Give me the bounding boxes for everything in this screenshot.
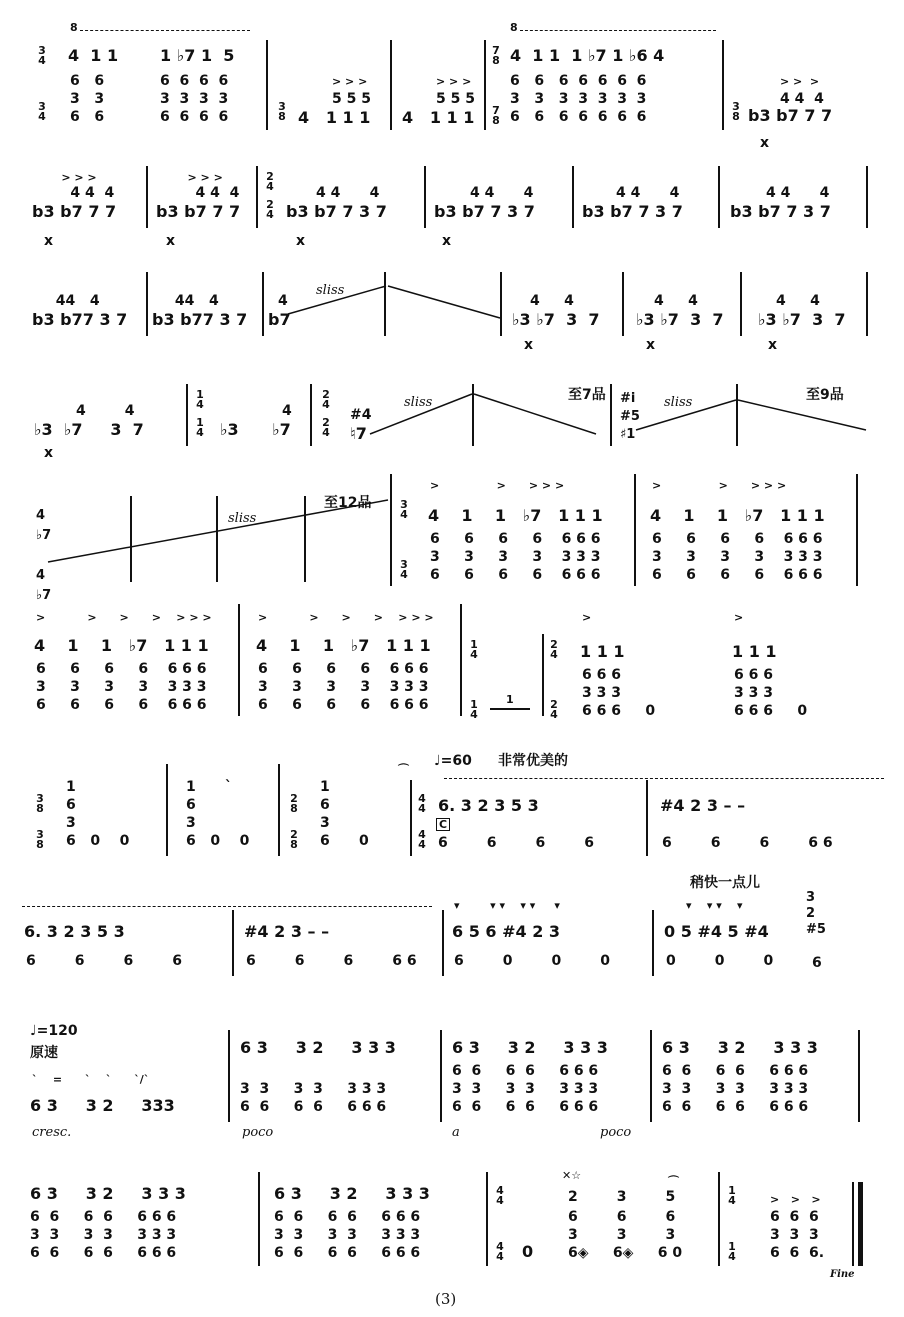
barline	[718, 1172, 720, 1266]
barline	[390, 40, 392, 130]
chord-row: 6 6 6 6	[438, 835, 594, 851]
accent-marks: >	[734, 611, 744, 624]
barline	[646, 780, 648, 856]
note-stack: 1	[66, 779, 76, 795]
measure: b3 b77 3 7	[32, 310, 128, 329]
note-stack: 6	[186, 797, 196, 813]
tempo-change: 稍快一点儿	[690, 875, 760, 891]
measure: b3 b77 3 7	[152, 310, 248, 329]
barline	[232, 910, 234, 976]
dashed-line	[22, 906, 432, 907]
note-group: 4 1 1 1	[298, 108, 371, 127]
chord-row: 6 6 6	[568, 1209, 676, 1225]
chord-row: 6 6 6 6 6 6 6	[510, 73, 647, 89]
barline	[228, 1030, 230, 1122]
note-group: 4 4	[654, 293, 698, 309]
chord-row: 3 3 3 3 3 3 3	[240, 1081, 387, 1097]
tempo-mark: ♩=120	[30, 1023, 78, 1039]
chord-row: 6 6 6	[582, 667, 621, 683]
time-signature: 2 4	[550, 638, 558, 661]
fret-label: 至7品	[568, 387, 606, 403]
time-signature: 3 4	[400, 558, 408, 581]
note-group: 4 1 1 ♭7 1 1 1	[428, 506, 603, 525]
barline	[866, 272, 868, 336]
note-group: b3 b7 7 7	[748, 106, 833, 125]
chord-row: 3 3 3 3 3 3 3	[452, 1081, 599, 1097]
barline	[238, 604, 240, 716]
barline	[856, 474, 858, 586]
mark-x: x	[442, 233, 452, 249]
note-stack: 1	[320, 779, 330, 795]
chord-row: 3 3	[70, 91, 105, 107]
barline	[442, 910, 444, 976]
note-group: 4	[282, 403, 292, 419]
note-group: 4 1 1	[68, 46, 119, 65]
chord-row: 3 3 3 3	[160, 91, 229, 107]
measure: b3 b7 7 7	[156, 202, 241, 221]
barline	[216, 496, 218, 582]
chord-row: 3 3 3	[770, 1227, 819, 1243]
time-signature: 1 4	[728, 1240, 736, 1263]
barline	[390, 474, 392, 586]
measure: b3 b7 7 3 7	[730, 202, 831, 221]
accent-marks: > > > > >	[652, 479, 787, 492]
chord-row: 6 6 6 6 6 6 6	[430, 531, 601, 547]
barline	[310, 384, 312, 446]
barline	[266, 40, 268, 130]
chord-stack: 4 ♭7 4 ♭7	[36, 508, 52, 603]
chord-row: 3 3 3 3 3 3 3	[662, 1081, 809, 1097]
chord-row: 0 0 0	[666, 953, 774, 969]
fine-label: Fine	[830, 1269, 855, 1280]
chord-row: 3 3 3 3 3 3 3	[258, 679, 429, 695]
barline	[650, 1030, 652, 1122]
chord-row: 3 3 3	[582, 685, 621, 701]
note-group: 1 ♭7 1 5	[160, 46, 235, 65]
chord-row: 6 6 6 6 6	[662, 835, 833, 851]
chord-row: 6 6 6 6 6 6 6	[652, 531, 823, 547]
chord-row: 3 3 3 3 3 3 3	[36, 679, 207, 695]
measure: 0 5 #4 5 #4	[664, 922, 769, 941]
barline	[440, 1030, 442, 1122]
articulation-marks: ▾ ▾ ▾ ▾ ▾ ▾	[454, 899, 560, 912]
accent-marks: >	[582, 611, 592, 624]
chord-row: 3 3 3	[568, 1227, 676, 1243]
note-group: 4 1 1 ♭7 1 1 1	[34, 636, 209, 655]
accent-marks: > > >	[176, 171, 223, 184]
note-stack: 6	[320, 797, 330, 813]
ottava-mark: 8	[510, 21, 518, 34]
chord-row: 6 6 6 6 6 6 6	[452, 1063, 599, 1079]
barline	[410, 780, 412, 856]
barline	[384, 272, 386, 336]
accent-marks: > > > > > > >	[36, 611, 212, 624]
chord-row: 6 6	[70, 109, 105, 125]
dashed-line	[444, 778, 884, 779]
chord-row: 3 3 3	[734, 685, 773, 701]
fermata-icon: ⌒	[668, 1175, 679, 1188]
note-stack: 3	[320, 815, 330, 831]
chord-stack: 3 2 #5	[806, 890, 826, 937]
measure: b3 b7 7 3 7	[286, 202, 387, 221]
measure: #4 2 3 – –	[244, 922, 330, 941]
chord-row: 6 6 6 6 6 6 6	[662, 1099, 809, 1115]
barline	[858, 1030, 860, 1122]
accent-marks: > > >	[332, 75, 368, 88]
barline	[486, 1172, 488, 1266]
chord-row: 6◈ 6◈ 6 0	[568, 1245, 683, 1261]
rest: 0	[522, 1242, 534, 1261]
chord-row: 6 6 6 6 6 6 6	[36, 697, 207, 713]
time-signature: 1 4	[196, 388, 204, 411]
note-group: 4 1 1 1	[402, 108, 475, 127]
multirest-bar	[490, 708, 530, 710]
chord-row: 6 6 6 6 6 6 6	[258, 661, 429, 677]
chord-row: 6 6 6 6 6 6 6	[240, 1099, 387, 1115]
chord-row: 6 6 6 6	[26, 953, 182, 969]
note: 6	[812, 955, 822, 971]
note-group: 4 4	[776, 293, 820, 309]
gliss-label: sliss	[316, 283, 345, 298]
time-signature: 1 4	[728, 1184, 736, 1207]
chord-row: 6 6 6 6 6 6 6	[36, 661, 207, 677]
measure: ♭3 ♭7 3 7	[758, 310, 846, 329]
note-group: 1 1 1	[732, 642, 777, 661]
note-group: 4 4 4	[46, 185, 115, 201]
note-group: 4 4 4	[316, 185, 380, 201]
note-group: 6 3 3 2 3 3 3	[662, 1038, 818, 1057]
barline	[652, 910, 654, 976]
page-number: (3)	[435, 1290, 457, 1308]
barline	[542, 634, 544, 716]
chord-row: 6 6 6 6	[160, 73, 229, 89]
measure: b3 b7 7 3 7	[434, 202, 535, 221]
measure: 6. 3 2 3 5 3	[438, 796, 539, 815]
chord-row: 6 6 6 0	[734, 703, 808, 719]
chord-row: 3 3 3 3 3 3 3	[30, 1227, 177, 1243]
time-signature: 2 4	[322, 416, 330, 439]
barline	[722, 40, 724, 130]
final-barline-thick	[858, 1182, 863, 1266]
accent-marks: > > >	[780, 75, 820, 88]
time-signature: 7 8	[492, 44, 500, 67]
measure: ♭3 ♭7 3 7	[512, 310, 600, 329]
note-group: 1 1 1	[580, 642, 625, 661]
measure: 6 5 6 #4 2 3	[452, 922, 561, 941]
time-signature: 3 8	[36, 828, 44, 851]
chord-row: 6 6	[70, 73, 105, 89]
barline	[500, 272, 502, 336]
time-signature: 3 4	[38, 100, 46, 123]
dynamic: poco	[242, 1125, 274, 1140]
measure: ♭3 ♭7	[220, 420, 291, 439]
note-group: 4 1 1 ♭7 1 1 1	[256, 636, 431, 655]
barline	[256, 166, 258, 228]
barline	[262, 272, 264, 336]
chord-row: 6 6 6 6 6 6 6	[258, 697, 429, 713]
note-group: 5 5 5	[436, 91, 475, 107]
gliss-label: sliss	[228, 511, 257, 526]
chord-stack: #i #5 ♯1	[620, 391, 640, 442]
note-group: 4 1 1 ♭7 1 1 1	[650, 506, 825, 525]
accent-marks: > > > > > > >	[258, 611, 434, 624]
note-group: 4 4	[530, 293, 574, 309]
accent-marks: > > >	[46, 171, 97, 184]
fret-label: 至9品	[806, 387, 844, 403]
chord-row: 3 3 3 3 3 3 3	[274, 1227, 421, 1243]
chord-row: 6 6 6 0	[582, 703, 656, 719]
accent-marks: > > >	[436, 75, 472, 88]
note-stack: 6	[66, 797, 76, 813]
time-signature: 3 8	[732, 100, 740, 123]
time-signature: 1 4	[470, 638, 478, 661]
note-group: 4 4 4	[176, 185, 240, 201]
mark-x: x	[646, 337, 656, 353]
note-group: 6 3 3 2 3 3 3	[452, 1038, 608, 1057]
note-group: 6 3 3 2 3 3 3	[30, 1184, 186, 1203]
note-stack: 2 3 5	[568, 1189, 676, 1205]
note-group: 6 3 3 2 3 3 3	[240, 1038, 396, 1057]
note-group: 4 4	[76, 403, 135, 419]
time-signature: 3 4	[400, 498, 408, 521]
ottava-line	[80, 30, 250, 31]
chord-row: 6 0 0 0	[454, 953, 610, 969]
barline	[718, 166, 720, 228]
measure: b3 b7 7 3 7	[582, 202, 683, 221]
barline	[146, 272, 148, 336]
note-group: 4 4 4	[780, 91, 824, 107]
note-group: 4 4 4	[616, 185, 680, 201]
chord-row: 6 6 6.	[770, 1245, 825, 1261]
time-signature: 4 4	[496, 1240, 504, 1263]
articulation-marks: ▾ ▾ ▾ ▾	[686, 899, 743, 912]
time-signature: 3 8	[36, 792, 44, 815]
chord-row: 3 3 3 3 3 3 3	[510, 91, 647, 107]
final-barline-thin	[852, 1182, 854, 1266]
chord-row: 3 3 3 3 3 3 3	[430, 549, 601, 565]
barline	[736, 384, 738, 446]
chord-row: 6 6 6 6 6 6 6	[30, 1209, 177, 1225]
barline	[424, 166, 426, 228]
barline	[304, 496, 306, 582]
ottava-mark: 8	[70, 21, 78, 34]
barline	[572, 166, 574, 228]
tempo-mark: ♩=60	[434, 753, 472, 769]
dynamic: cresc.	[32, 1125, 72, 1140]
chord-row: 6 6 6 6 6 6 6	[510, 109, 647, 125]
chord-row: 3 3 3 3 3 3 3	[652, 549, 823, 565]
rehearsal-mark: C	[436, 818, 450, 831]
time-signature: 2 8	[290, 828, 298, 851]
note-stack: 1 `	[186, 779, 232, 795]
articulation-marks: ` = ` ` `/`	[32, 1073, 150, 1086]
measure: #4 2 3 – –	[660, 796, 746, 815]
mark-x: x	[44, 233, 54, 249]
accent-marks: > > > > >	[430, 479, 565, 492]
note-group: 4 4 4	[766, 185, 830, 201]
ottava-line	[520, 30, 716, 31]
barline	[186, 384, 188, 446]
chord-row: 6 6 6	[770, 1209, 819, 1225]
chord-row: 6 6 6 6 6 6 6	[274, 1245, 421, 1261]
measure: 6. 3 2 3 5 3	[24, 922, 125, 941]
time-signature: 2 4	[322, 388, 330, 411]
measure: b3 b7 7 7	[32, 202, 117, 221]
time-signature: 1 4	[196, 416, 204, 439]
chord-row: 6 6 6 6 6 6 6	[652, 567, 823, 583]
multirest-number: 1	[506, 693, 514, 706]
chord-row: 6 6 6	[734, 667, 773, 683]
note-group: 5 5 5	[332, 91, 371, 107]
mark-x: x	[524, 337, 534, 353]
time-signature: 1 4	[470, 698, 478, 721]
chord-row: 6 6 6 6	[160, 109, 229, 125]
time-signature: 7 8	[492, 104, 500, 127]
note-stack: 3	[186, 815, 196, 831]
barline	[484, 40, 486, 130]
chord-row: 6 6 6 6 6 6 6	[30, 1245, 177, 1261]
time-signature: 2 4	[550, 698, 558, 721]
time-signature: 2 4	[266, 198, 274, 221]
tempo-text: 非常优美的	[498, 753, 568, 769]
harmonic-mark: ✕☆	[562, 1169, 582, 1182]
barline	[634, 474, 636, 586]
measure: ♭3 ♭7 3 7	[636, 310, 724, 329]
dynamic: poco	[600, 1125, 632, 1140]
note-group: #4	[350, 407, 372, 423]
note-group: 6 3 3 2 333	[30, 1096, 175, 1115]
time-signature: 4 4	[418, 792, 426, 815]
barline	[258, 1172, 260, 1266]
barline	[146, 166, 148, 228]
barline	[166, 764, 168, 856]
fermata-icon: ⌒	[398, 763, 409, 776]
time-signature: 2 4	[266, 170, 274, 193]
note-group: 6 3 3 2 3 3 3	[274, 1184, 430, 1203]
barline	[740, 272, 742, 336]
note-group: 4 1 1 1 ♭7 1 ♭6 4	[510, 46, 665, 65]
note-group: 44 4	[170, 293, 219, 309]
chord-row: 6 6 6 6 6	[246, 953, 417, 969]
mark-x: x	[44, 445, 54, 461]
note-group: 4 4 4	[470, 185, 534, 201]
time-signature: 2 8	[290, 792, 298, 815]
mark-x: x	[296, 233, 306, 249]
fret-label: 至12品	[324, 495, 372, 511]
dynamic: a	[452, 1125, 460, 1140]
gliss-label: sliss	[404, 395, 433, 410]
mark-x: x	[166, 233, 176, 249]
barline	[130, 496, 132, 582]
measure: ♭3 ♭7 3 7	[34, 420, 144, 439]
note-stack: 3	[66, 815, 76, 831]
measure: ♮7	[350, 424, 367, 443]
gliss-label: sliss	[664, 395, 693, 410]
time-signature: 3 4	[38, 44, 46, 67]
note-stack: 6 0 0	[66, 833, 130, 849]
note-group: 44 4	[46, 293, 100, 309]
barline	[622, 272, 624, 336]
barline	[472, 384, 474, 446]
barline	[460, 604, 462, 716]
time-signature: 4 4	[496, 1184, 504, 1207]
accent-marks: > > >	[770, 1193, 821, 1206]
chord-row: 6 6 6 6 6 6 6	[274, 1209, 421, 1225]
barline	[610, 384, 612, 446]
mark-x: x	[760, 135, 770, 151]
mark-x: x	[768, 337, 778, 353]
note-stack: 6 0 0	[186, 833, 250, 849]
chord-row: 6 6 6 6 6 6 6	[430, 567, 601, 583]
barline	[866, 166, 868, 228]
chord-row: 6 6 6 6 6 6 6	[452, 1099, 599, 1115]
chord-row: 6 6 6 6 6 6 6	[662, 1063, 809, 1079]
tempo-text: 原速	[30, 1045, 58, 1061]
time-signature: 3 8	[278, 100, 286, 123]
note-group: 4	[278, 293, 288, 309]
measure: b7	[268, 310, 291, 329]
barline	[278, 764, 280, 856]
time-signature: 4 4	[418, 828, 426, 851]
note-stack: 6 0	[320, 833, 369, 849]
